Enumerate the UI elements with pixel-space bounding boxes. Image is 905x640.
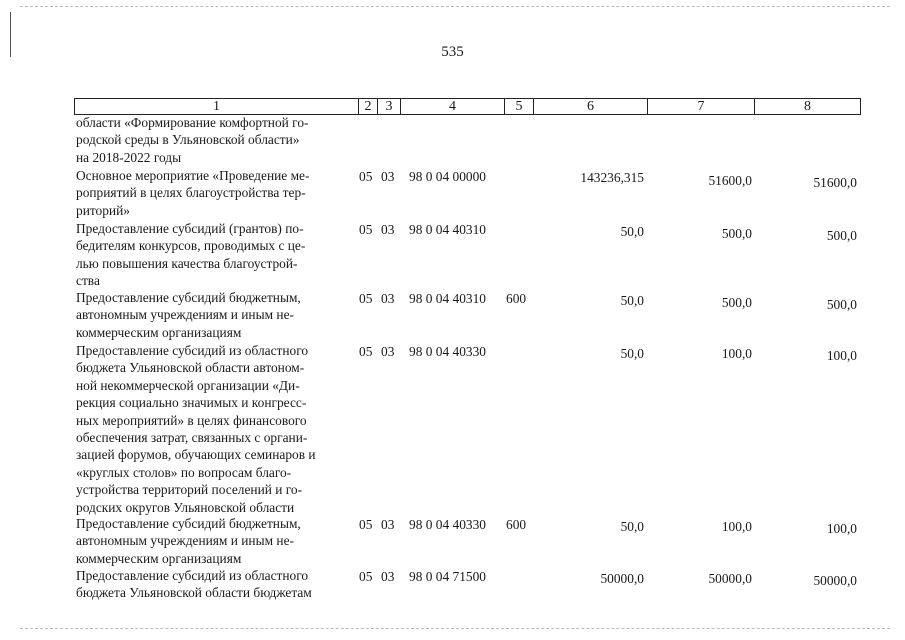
row-3-expense-type: 600 [506, 291, 527, 306]
row-2-amount-col6: 50,0 [620, 224, 644, 239]
row-0-description: области «Формирование комфортной го- родской среды в Ульяновской области» на 2018-2022 годы [76, 115, 309, 165]
row-3-amount-col7: 500,0 [721, 295, 752, 310]
row-1-amount-col8: 51600,0 [813, 175, 857, 190]
row-6-amount-col7: 50000,0 [708, 571, 752, 586]
row-3-target-code: 98 0 04 40310 [409, 291, 486, 306]
row-5-section: 05 [359, 517, 373, 532]
row-6-section: 05 [359, 569, 373, 584]
row-3-subsection: 03 [381, 291, 395, 306]
row-4-subsection: 03 [381, 344, 395, 359]
row-3-description: Предоставление субсидий бюджетным, автономным учреждениям и иным не- коммерческим организациям [76, 290, 301, 340]
row-5-expense-type: 600 [506, 517, 527, 532]
row-3-section: 05 [359, 291, 373, 306]
row-5-subsection: 03 [381, 517, 395, 532]
header-col-2: 2 [358, 98, 378, 115]
row-1-amount-col7: 51600,0 [708, 173, 752, 188]
header-col-6: 6 [533, 98, 648, 115]
header-col-8: 8 [754, 98, 861, 115]
header-col-7: 7 [647, 98, 755, 115]
header-col-3: 3 [377, 98, 401, 115]
row-1-subsection: 03 [381, 169, 395, 184]
row-3-amount-col8: 500,0 [826, 297, 857, 312]
row-1-description: Основное мероприятие «Проведение ме- роприятий в целях благоустройства тер- риторий» [76, 168, 310, 218]
row-6-amount-col6: 50000,0 [600, 571, 644, 586]
page-number: 535 [441, 44, 464, 60]
row-3-amount-col6: 50,0 [620, 293, 644, 308]
row-2-amount-col8: 500,0 [826, 228, 857, 243]
row-5-description: Предоставление субсидий бюджетным, автономным учреждениям и иным не- коммерческим организациям [76, 516, 301, 566]
row-5-amount-col8: 100,0 [826, 521, 857, 536]
row-1-amount-col6: 143236,315 [580, 170, 644, 185]
row-2-amount-col7: 500,0 [721, 226, 752, 241]
row-2-section: 05 [359, 222, 373, 237]
row-5-amount-col7: 100,0 [721, 519, 752, 534]
header-col-5: 5 [504, 98, 534, 115]
header-col-1: 1 [74, 98, 359, 115]
row-6-description: Предоставление субсидий из областного бюджета Ульяновской области бюджетам [76, 568, 312, 601]
row-1-target-code: 98 0 04 00000 [409, 169, 486, 184]
row-4-amount-col7: 100,0 [721, 346, 752, 361]
header-col-4: 4 [400, 98, 505, 115]
row-6-target-code: 98 0 04 71500 [409, 569, 486, 584]
row-5-target-code: 98 0 04 40330 [409, 517, 486, 532]
row-2-subsection: 03 [381, 222, 395, 237]
row-4-section: 05 [359, 344, 373, 359]
top-edge-marks [20, 6, 890, 8]
row-6-amount-col8: 50000,0 [813, 573, 857, 588]
row-2-target-code: 98 0 04 40310 [409, 222, 486, 237]
row-1-section: 05 [359, 169, 373, 184]
row-2-description: Предоставление субсидий (грантов) по- бедителям конкурсов, проводимых с це- лью повышения качества благоустрой- ства [76, 221, 306, 289]
bottom-edge-marks [20, 628, 890, 630]
row-4-amount-col8: 100,0 [826, 348, 857, 363]
row-6-subsection: 03 [381, 569, 395, 584]
row-4-target-code: 98 0 04 40330 [409, 344, 486, 359]
row-4-description: Предоставление субсидий из областного бюджета Ульяновской области автоном- ной некоммерческой организации «Ди- рекция социально значимых и конгресс- ных мероприятий» в целях финансового обеспечения затрат, связанных с органи- зацией форумов, обучающих семинаров и «круглых столов» по вопросам благо- устройства территорий поселений и го- родских округов Ульяновской области [76, 343, 316, 515]
row-5-amount-col6: 50,0 [620, 519, 644, 534]
row-4-amount-col6: 50,0 [620, 346, 644, 361]
